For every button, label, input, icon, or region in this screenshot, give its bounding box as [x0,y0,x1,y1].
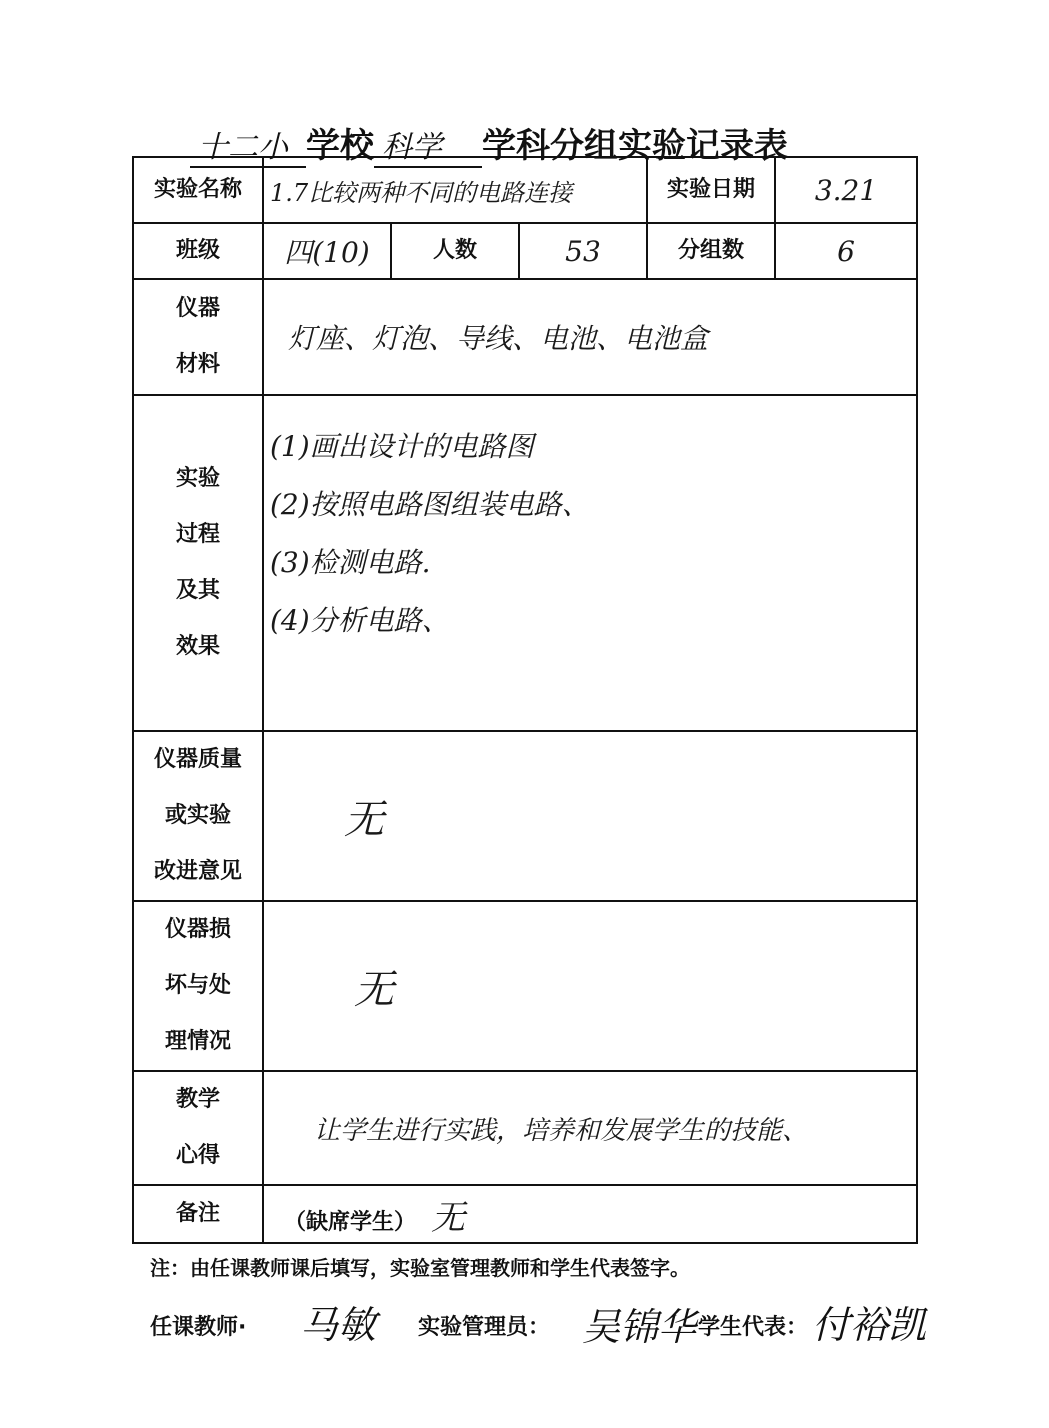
row-remarks [133,1185,917,1243]
value-remarks [263,1185,917,1243]
row-class [133,223,917,279]
label-line: 心得 [175,1143,220,1168]
value-class: 四(10) [263,223,391,279]
value-experiment-name: 1.7比较两种不同的电路连接 [263,157,647,223]
record-table [132,156,918,1244]
label-line: 理情况 [164,1029,231,1054]
subject-name: 科学 [374,122,482,168]
label-line: 效果 [175,634,220,659]
row-teaching [133,1071,917,1185]
process-step: (1)画出设计的电路图 [270,430,534,463]
label-quality [133,731,263,901]
student-label: 学生代表： [698,1315,809,1340]
value-process [263,395,917,731]
label-remarks: 备注 [133,1185,263,1243]
signature-row [150,1300,1010,1380]
manager-label: 实验管理员： [418,1315,551,1340]
value-quality: 无 [263,731,917,901]
value-instruments: 灯座、灯泡、导线、电池、电池盒 [263,279,917,395]
title-suffix: 学科分组实验记录表 [482,126,788,166]
row-damage [133,901,917,1071]
label-damage [133,901,263,1071]
label-line: 仪器质量 [153,747,242,772]
label-line: 及其 [175,578,220,603]
label-line: 或实验 [164,803,231,828]
label-instruments [133,279,263,395]
label-teaching [133,1071,263,1185]
label-line: 改进意见 [153,859,242,884]
label-experiment-date: 实验日期 [647,157,775,223]
row-experiment-name [133,157,917,223]
value-people: 53 [519,223,647,279]
row-process [133,395,917,731]
label-line: 实验 [175,466,220,491]
label-groups: 分组数 [647,223,775,279]
value-absent: 无 [431,1197,466,1238]
label-line: 教学 [175,1087,220,1112]
school-suffix: 学校 [306,126,374,166]
label-line: 仪器损 [164,917,231,942]
school-name: 十二小 [190,122,306,168]
label-class: 班级 [133,223,263,279]
row-instruments [133,279,917,395]
student-signature: 付裕凯 [812,1303,927,1347]
row-quality [133,731,917,901]
process-step: (3)检测电路. [270,546,431,579]
label-line: 过程 [175,522,220,547]
value-experiment-date: 3.21 [775,157,917,223]
label-process [133,395,263,731]
process-step: (4)分析电路、 [270,604,450,637]
value-damage: 无 [263,901,917,1071]
label-absent: （缺席学生） [284,1209,417,1235]
manager-signature: 吴锦华 [582,1305,697,1349]
label-people: 人数 [391,223,519,279]
value-teaching: 让学生进行实践，培养和发展学生的技能、 [263,1071,917,1185]
label-experiment-name: 实验名称 [133,157,263,223]
label-line: 仪器 [175,296,220,321]
value-groups: 6 [775,223,917,279]
label-line: 坏与处 [164,973,231,998]
teacher-label: 任课教师· [150,1315,247,1340]
process-step: (2)按照电路图组装电路、 [270,488,590,521]
footer-note: 注：由任课教师课后填写，实验室管理教师和学生代表签字。 [150,1256,690,1280]
teacher-signature: 马敏 [300,1303,377,1347]
label-line: 材料 [175,352,220,377]
